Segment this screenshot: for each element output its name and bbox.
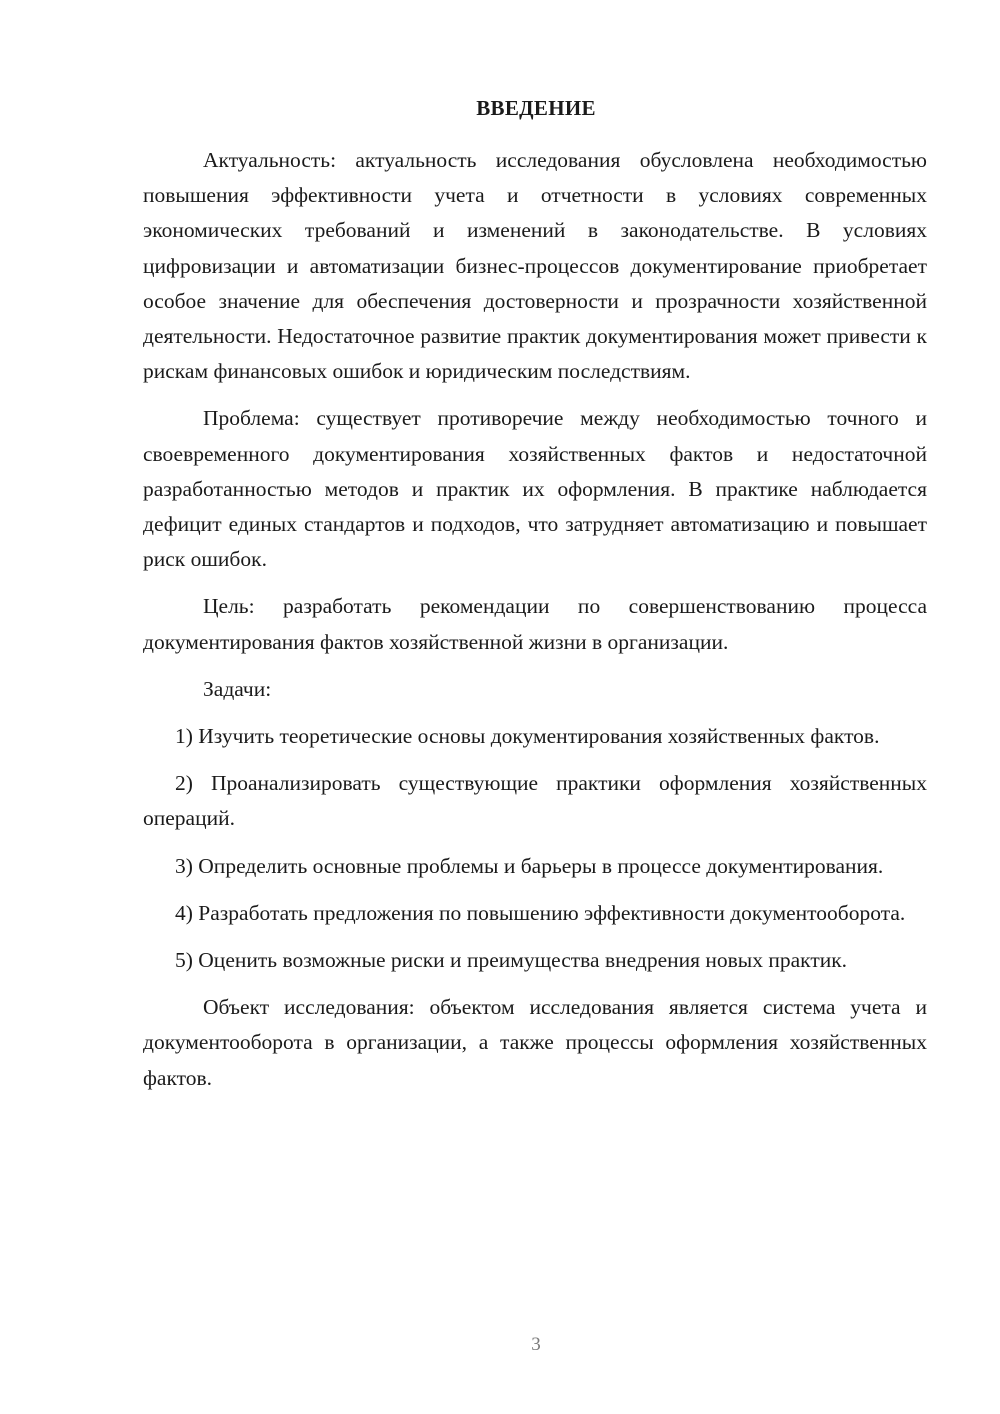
task-item-1: 1) Изучить теоретические основы документирования хозяйственных фактов. [175,724,880,749]
tasks-heading: Задачи: [203,676,272,701]
task-item-5: 5) Оценить возможные риски и преимущества внедрения новых практик. [175,948,848,973]
document-body [143,143,927,1108]
problem-paragraph: Проблема: существует противоречие между необходимостью точного и своевременного документирования хозяйственных фактов и недостаточной разработанностью методов и практик их оформления. В практике наблюдается дефицит единых стандартов и подходов, что затрудняет автоматизацию и повышает риск ошибок. [143,406,927,572]
page-number: 3 [531,1334,541,1355]
goal-paragraph: Цель: разработать рекомендации по совершенствованию процесса документирования фактов хозяйственной жизни в организации. [143,594,927,654]
relevance-paragraph: Актуальность: актуальность исследования обусловлена необходимостью повышения эффективности учета и отчетности в условиях современных экономических требований и изменений в законодательстве. В условиях цифровизации и автоматизации бизнес-процессов документирование приобретает особое значение для обеспечения достоверности и прозрачности хозяйственной деятельности. Недостаточное развитие практик документирования может привести к рискам финансовых ошибок и юридическим последствиям. [143,148,927,384]
page-title: ВВЕДЕНИЕ [476,96,596,120]
task-item-2: 2) Проанализировать существующие практики оформления хозяйственных операций. [143,771,927,831]
task-item-4: 4) Разработать предложения по повышению эффективности документооборота. [175,900,906,925]
object-paragraph: Объект исследования: объектом исследования является система учета и документооборота в организации, а также процессы оформления хозяйственных фактов. [143,995,927,1090]
task-item-3: 3) Определить основные проблемы и барьеры в процессе документирования. [175,853,884,878]
